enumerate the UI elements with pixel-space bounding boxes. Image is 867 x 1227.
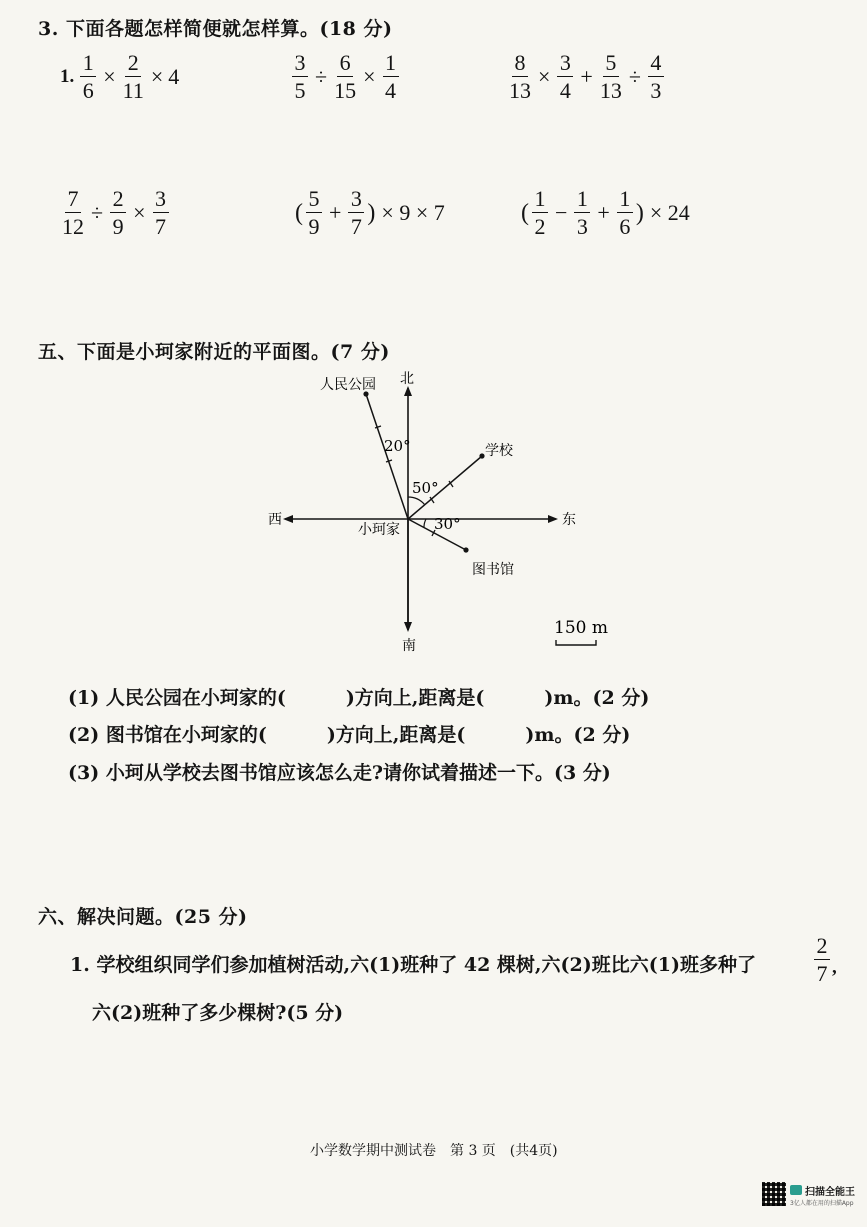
label-east: 东 [562,512,576,528]
school-point [479,453,484,458]
label-school: 学校 [485,443,513,459]
fraction: $\frac{2}{11}$ [122,50,144,103]
item-number: 1. [60,66,75,87]
expr-2: $\frac{3}{5}$ ÷ $\frac{6}{15}$ × $\frac{1}{4}$ [290,52,401,102]
arc-school [408,497,425,505]
fraction: $\frac{3}{4}$ [557,52,573,102]
scanner-app-icon [790,1185,802,1195]
watermark-label: 扫描全能王 [805,1187,855,1198]
section5-heading: 五、下面是小珂家附近的平面图。(7 分) [38,341,390,363]
expr-1: 1. $\frac{1}{6}$ × $\frac{2}{11}$ × 4 [60,50,180,103]
fraction: $\frac{8}{13}$ [509,50,531,103]
fraction: $\frac{3}{7}$ [348,188,364,238]
label-park: 人民公园 [320,377,376,393]
label-home: 小珂家 [358,522,400,538]
fraction: $\frac{1}{6}$ [80,52,96,102]
label-angle-library: 30° [434,515,461,533]
arc-library [424,519,426,527]
fraction: $\frac{5}{13}$ [599,50,622,103]
fraction: $\frac{1}{3}$ [574,188,590,238]
expr-4: $\frac{7}{12}$ ÷ $\frac{2}{9}$ × $\frac{3}{7}$ [60,188,171,238]
label-angle-school: 50° [412,479,439,497]
fraction: $\frac{5}{9}$ [306,188,322,238]
fraction: $\frac{1}{2}$ [532,188,548,238]
fraction: $\frac{2}{9}$ [110,188,126,238]
fraction: $\frac{6}{15}$ [334,50,357,103]
library-point [463,547,468,552]
problem-1-fraction: $\frac{2}{7}$ , [812,935,837,985]
question-5-1: (1) 人民公园在小珂家的( )方向上,距离是( )m。(2 分) [68,687,650,709]
label-west: 西 [268,512,282,528]
label-north: 北 [400,371,414,387]
qr-code-icon [762,1182,786,1206]
label-library: 图书馆 [472,562,514,578]
expr-5: ( $\frac{5}{9}$ + $\frac{3}{7}$ ) × 9 × 7 [295,186,445,239]
problem-1-line1: 1. 学校组织同学们参加植树活动,六(1)班种了 42 棵树,六(2)班比六(1)班多种了 [70,954,756,976]
fraction: $\frac{1}{6}$ [617,188,633,238]
fraction: $\frac{3}{5}$ [292,52,308,102]
page-footer: 小学数学期中测试卷 第 3 页 (共4页) [310,1143,558,1159]
label-scale: 150 m [554,618,608,638]
fraction: $\frac{3}{7}$ [153,188,169,238]
ray-park [366,394,408,519]
section3-heading: 3. 下面各题怎样简便就怎样算。(18 分) [38,18,393,40]
label-angle-park: 20° [384,437,411,455]
fraction: $\frac{1}{4}$ [383,52,399,102]
expr-6: ( $\frac{1}{2}$ − $\frac{1}{3}$ + $\frac{1}{6}$ ) × 24 [521,186,690,239]
section6-heading: 六、解决问题。(25 分) [38,906,248,928]
scale-bar [556,640,596,645]
expr-3: $\frac{8}{13}$ × $\frac{3}{4}$ + $\frac{5}{13}$ ÷ $\frac{4}{3}$ [507,52,666,102]
label-south: 南 [402,638,416,654]
question-5-3: (3) 小珂从学校去图书馆应该怎么走?请你试着描述一下。(3 分) [68,762,611,784]
problem-1-line2: 六(2)班种了多少棵树?(5 分) [92,1002,344,1024]
fraction: $\frac{4}{3}$ [648,52,664,102]
watermark-sub: 3亿人都在用的扫描App [790,1200,854,1207]
fraction: $\frac{7}{12}$ [62,186,84,239]
question-5-2: (2) 图书馆在小珂家的( )方向上,距离是( )m。(2 分) [68,724,631,746]
